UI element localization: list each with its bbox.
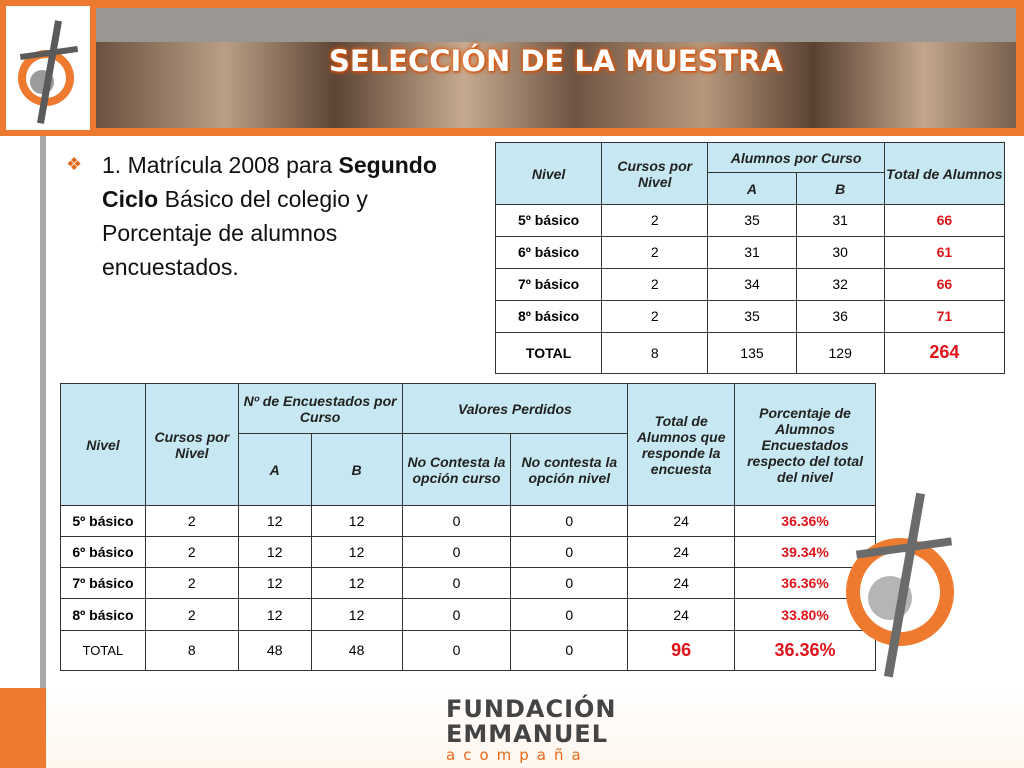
cell-a: 12 <box>238 537 311 568</box>
cell-cursos: 8 <box>602 332 708 373</box>
intro-prefix: 1. Matrícula 2008 para <box>102 152 339 178</box>
cell-porcentaje: 36.36% <box>735 630 876 670</box>
cell-porcentaje: 36.36% <box>735 506 876 537</box>
header-porcentaje: Porcentaje de Alumnos Encuestados respecto del total del nivel <box>735 384 876 506</box>
cell-a: 31 <box>708 236 796 268</box>
cell-porcentaje: 33.80% <box>735 599 876 630</box>
cell-no-curso: 0 <box>402 506 511 537</box>
cell-a: 48 <box>238 630 311 670</box>
cell-total: 66 <box>884 268 1004 300</box>
intro-suffix: Básico del colegio y Porcentaje de alumnos encuestados. <box>102 186 368 280</box>
cell-nivel: 5º básico <box>496 205 602 237</box>
table-row <box>61 568 876 599</box>
cell-nivel: TOTAL <box>496 332 602 373</box>
cell-a: 35 <box>708 300 796 332</box>
cell-total: 61 <box>884 236 1004 268</box>
cross-logo-icon <box>6 6 90 130</box>
table-total-row <box>61 630 876 670</box>
table-row <box>496 300 1005 332</box>
cell-b: 12 <box>311 599 402 630</box>
logo-container <box>6 6 90 130</box>
header-a: A <box>708 173 796 205</box>
foundation-line1: FUNDACIÓN <box>446 695 617 723</box>
cell-porcentaje: 36.36% <box>735 568 876 599</box>
cell-b: 32 <box>796 268 884 300</box>
cell-nivel: 6º básico <box>61 537 146 568</box>
cell-no-nivel: 0 <box>511 599 628 630</box>
cell-total: 71 <box>884 300 1004 332</box>
cell-cursos: 2 <box>602 268 708 300</box>
cell-b: 30 <box>796 236 884 268</box>
left-divider <box>40 136 46 692</box>
intro-bold: Segundo Ciclo <box>102 152 437 212</box>
header-cursos: Cursos por Nivel <box>145 384 238 506</box>
cell-a: 12 <box>238 599 311 630</box>
intro-text <box>102 148 462 284</box>
cell-nivel: 6º básico <box>496 236 602 268</box>
header-no-nivel: No contesta la opción nivel <box>511 434 628 506</box>
cell-no-nivel: 0 <box>511 568 628 599</box>
cell-total: 66 <box>884 205 1004 237</box>
cell-a: 35 <box>708 205 796 237</box>
cell-b: 36 <box>796 300 884 332</box>
cell-cursos: 2 <box>145 506 238 537</box>
cell-total: 24 <box>628 599 735 630</box>
enrollment-table <box>495 142 1005 374</box>
cell-a: 12 <box>238 568 311 599</box>
table-row <box>61 599 876 630</box>
cell-nivel: TOTAL <box>61 630 146 670</box>
cell-a: 34 <box>708 268 796 300</box>
cell-total: 96 <box>628 630 735 670</box>
cell-cursos: 2 <box>145 568 238 599</box>
diamond-bullet-icon: ❖ <box>66 154 83 174</box>
cell-cursos: 2 <box>145 599 238 630</box>
header-photo-sky <box>96 8 1016 42</box>
cell-b: 12 <box>311 568 402 599</box>
header-nivel: Nivel <box>61 384 146 506</box>
table-row <box>61 537 876 568</box>
cell-no-curso: 0 <box>402 599 511 630</box>
header-total: Total de Alumnos que responde la encuesta <box>628 384 735 506</box>
table-total-row <box>496 332 1005 373</box>
cell-cursos: 2 <box>602 236 708 268</box>
cell-b: 48 <box>311 630 402 670</box>
cell-total: 24 <box>628 568 735 599</box>
cell-b: 31 <box>796 205 884 237</box>
header-alumnos: Alumnos por Curso <box>708 143 884 173</box>
cell-nivel: 8º básico <box>496 300 602 332</box>
table-row <box>61 506 876 537</box>
table-row <box>496 268 1005 300</box>
header-total: Total de Alumnos <box>884 143 1004 205</box>
cell-nivel: 7º básico <box>61 568 146 599</box>
foundation-line3: acompaña <box>446 746 589 764</box>
cross-watermark-icon <box>836 486 960 682</box>
survey-table <box>60 383 876 671</box>
cell-no-nivel: 0 <box>511 537 628 568</box>
cell-no-curso: 0 <box>402 568 511 599</box>
cell-cursos: 2 <box>145 537 238 568</box>
header-cursos: Cursos por Nivel <box>602 143 708 205</box>
table-row <box>496 236 1005 268</box>
cell-no-curso: 0 <box>402 630 511 670</box>
header-perdidos: Valores Perdidos <box>402 384 628 434</box>
table-row <box>496 205 1005 237</box>
slide-title: SELECCIÓN DE LA MUESTRA <box>328 44 784 78</box>
cell-cursos: 2 <box>602 300 708 332</box>
cell-a: 12 <box>238 506 311 537</box>
cell-total: 24 <box>628 506 735 537</box>
header-nivel: Nivel <box>496 143 602 205</box>
header-b: B <box>311 434 402 506</box>
cell-cursos: 2 <box>602 205 708 237</box>
cell-b: 12 <box>311 506 402 537</box>
foundation-line2: EMMANUEL <box>446 720 608 748</box>
cell-nivel: 8º básico <box>61 599 146 630</box>
foundation-logo <box>446 696 617 764</box>
header-no-curso: No Contesta la opción curso <box>402 434 511 506</box>
header-b: B <box>796 173 884 205</box>
cell-b: 12 <box>311 537 402 568</box>
cell-no-nivel: 0 <box>511 630 628 670</box>
cell-no-curso: 0 <box>402 537 511 568</box>
cell-porcentaje: 39.34% <box>735 537 876 568</box>
header-encuestados: Nº de Encuestados por Curso <box>238 384 402 434</box>
cell-a: 135 <box>708 332 796 373</box>
cell-b: 129 <box>796 332 884 373</box>
cell-total: 264 <box>884 332 1004 373</box>
cell-no-nivel: 0 <box>511 506 628 537</box>
cell-total: 24 <box>628 537 735 568</box>
cell-nivel: 5º básico <box>61 506 146 537</box>
header-a: A <box>238 434 311 506</box>
cell-cursos: 8 <box>145 630 238 670</box>
cell-nivel: 7º básico <box>496 268 602 300</box>
